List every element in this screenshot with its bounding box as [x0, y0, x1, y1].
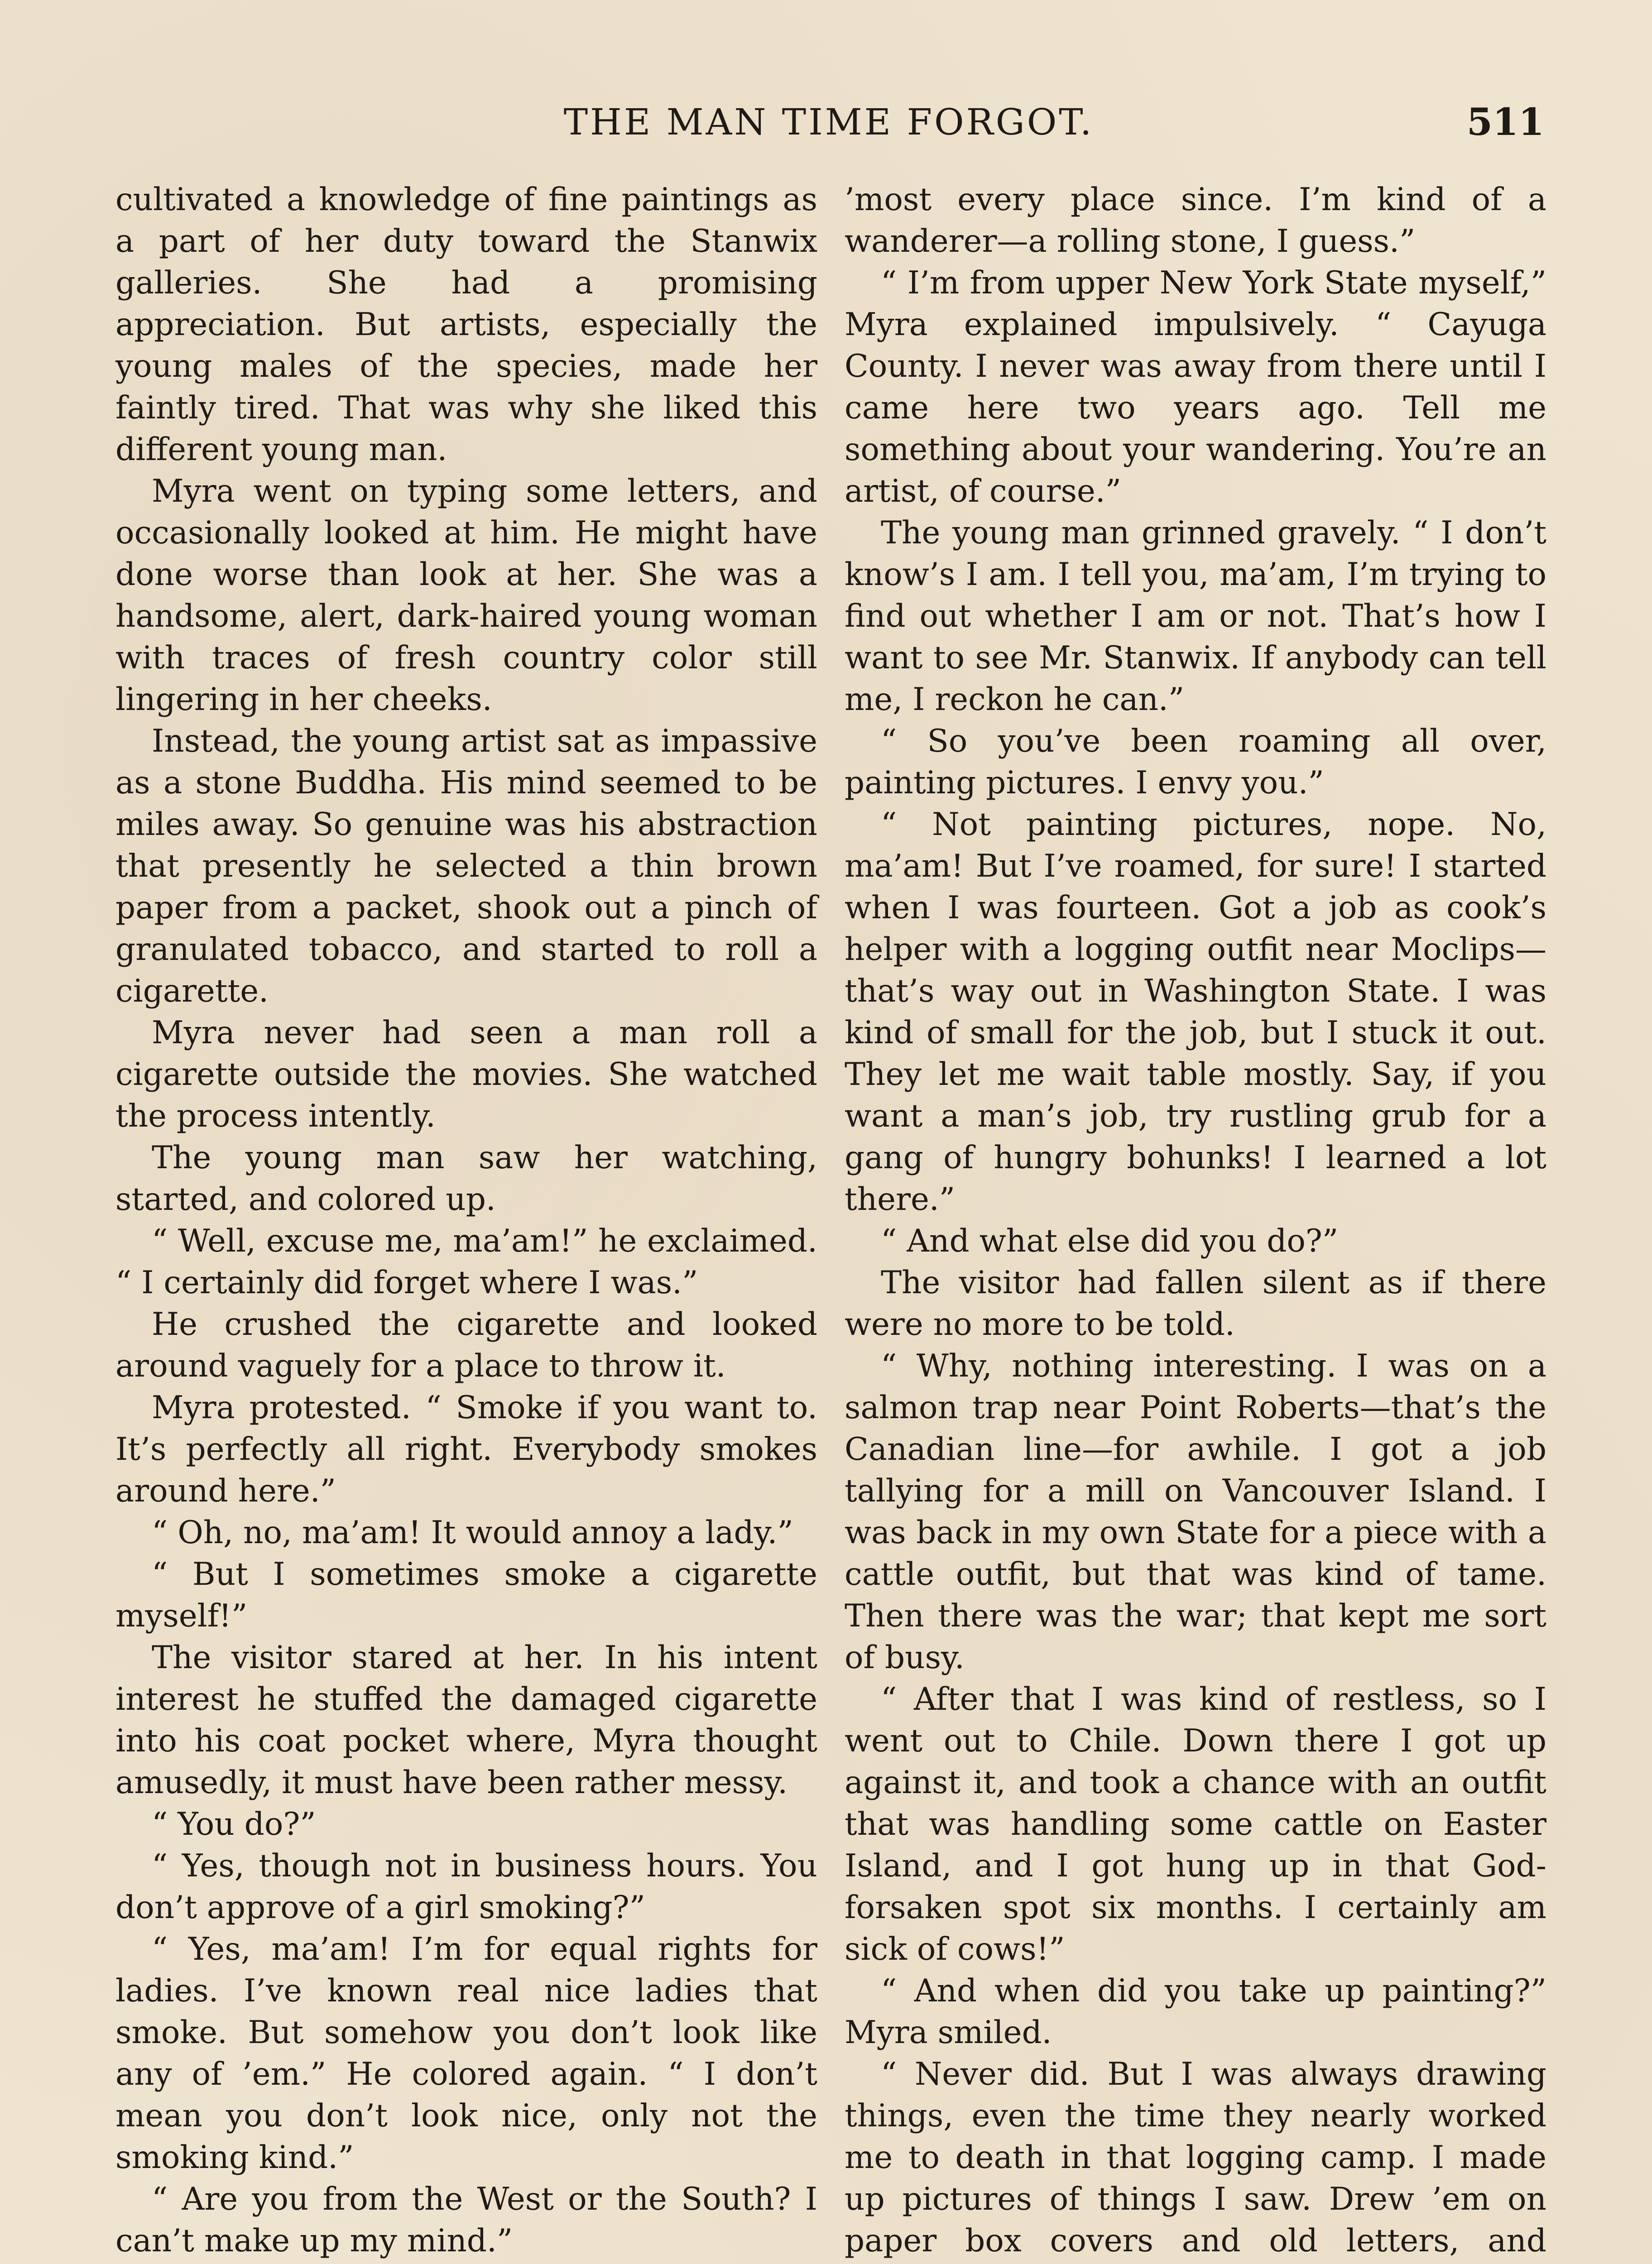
paragraph: Myra protested. “ Smoke if you want to. It’s perfectly all right. Everybody smokes around here.”: [115, 1390, 817, 1509]
paragraph: ’most every place since. I’m kind of a wanderer—a rolling stone, I guess.”: [845, 182, 1546, 259]
paragraph: cultivated a knowledge of fine paintings as a part of her duty toward the Stanwix galleries. She had a promising appreciation. But artists, especially the young males of the species, made her faintly tired. That was why she liked this different young man.: [115, 182, 817, 468]
paragraph: Myra went on typing some letters, and occasionally looked at him. He might have done worse than look at her. She was a handsome, alert, dark-haired young woman with traces of fresh country color still lingering in her cheeks.: [115, 473, 817, 718]
paragraph: “ And when did you take up painting?” Myra smiled.: [845, 1973, 1546, 2051]
paragraph: “ But I sometimes smoke a cigarette myself!”: [115, 1556, 817, 1634]
paragraph: “ Why, nothing interesting. I was on a salmon trap near Point Roberts—that’s the Canadian line—for awhile. I got a job tallying for a mill on Vancouver Island. I was back in my own State for a piece with a cattle outfit, but that was kind of tame. Then there was the war; that kept me sort of busy.: [845, 1348, 1546, 1676]
paragraph: The visitor stared at her. In his intent interest he stuffed the damaged cigarette into his coat pocket where, Myra thought amusedly, it must have been rather messy.: [115, 1640, 817, 1801]
paragraph: The visitor had fallen silent as if there were no more to be told.: [845, 1265, 1546, 1343]
paragraph: “ Oh, no, ma’am! It would annoy a lady.”: [152, 1515, 793, 1551]
paragraph: The young man grinned gravely. “ I don’t know’s I am. I tell you, ma’am, I’m trying to find out whether I am or not. That’s how I want to see Mr. Stanwix. If anybody can tell me, I reckon he can.”: [845, 515, 1546, 718]
paragraph: The young man saw her watching, started, and colored up.: [115, 1140, 817, 1218]
paragraph: “ I’m from upper New York State myself,” Myra explained impulsively. “ Cayuga County. I never was away from there until I came here two years ago. Tell me something about your wandering. You’re an artist, of course.”: [845, 265, 1546, 509]
paragraph: “ And what else did you do?”: [881, 1223, 1339, 1259]
paragraph: “ Yes, ma’am! I’m for equal rights for ladies. I’ve known real nice ladies that smoke. But somehow you don’t look like any of ’em.” He colored again. “ I don’t mean you don’t look nice, only not the smoking kind.”: [115, 1931, 817, 2176]
paragraph: “ So you’ve been roaming all over, painting pictures. I envy you.”: [845, 723, 1546, 801]
paragraph: “ You do?”: [152, 1806, 316, 1842]
paragraph: [115, 2262, 817, 2264]
left-column: [115, 179, 817, 2264]
running-title: THE MAN TIME FORGOT.: [563, 101, 1094, 143]
paragraph: Instead, the young artist sat as impassive as a stone Buddha. His mind seemed to be miles away. So genuine was his abstraction that presently he selected a thin brown paper from a packet, shook out a pinch of granulated tobacco, and started to roll a cigarette.: [115, 723, 817, 1009]
paragraph: “ Not painting pictures, nope. No, ma’am! But I’ve roamed, for sure! I started when I was fourteen. Got a job as cook’s helper with a logging outfit near Moclips—that’s way out in Washington State. I was kind of small for the job, but I stuck it out. They let me wait table mostly. Say, if you want a man’s job, try rustling grub for a gang of hungry bohunks! I learned a lot there.”: [845, 806, 1546, 1218]
paragraph: “ Are you from the West or the South? I can’t make up my mind.”: [115, 2181, 817, 2259]
paragraph: He crushed the cigarette and looked around vaguely for a place to throw it.: [115, 1306, 817, 1384]
paragraph: “ Yes, though not in business hours. You don’t approve of a girl smoking?”: [115, 1848, 817, 1926]
paragraph: Myra never had seen a man roll a cigarette outside the movies. She watched the process intently.: [115, 1015, 817, 1134]
page-number: 511: [1466, 101, 1544, 144]
paragraph: “ Never did. But I was always drawing things, even the time they nearly worked me to death in that logging camp. I made up pictures of things I saw. Drew ’em on paper box covers and old letters, and: [845, 2056, 1546, 2259]
paragraph: “ After that I was kind of restless, so I went out to Chile. Down there I got up against it, and took a chance with an outfit that was handling some cattle on Easter Island, and I got hung up in that God-forsaken spot six months. I certainly am sick of cows!”: [845, 1681, 1546, 1967]
paragraph: “ Well, excuse me, ma’am!” he exclaimed. “ I certainly did forget where I was.”: [115, 1223, 817, 1301]
right-column: [845, 179, 1546, 2264]
page-header: [113, 93, 1544, 152]
